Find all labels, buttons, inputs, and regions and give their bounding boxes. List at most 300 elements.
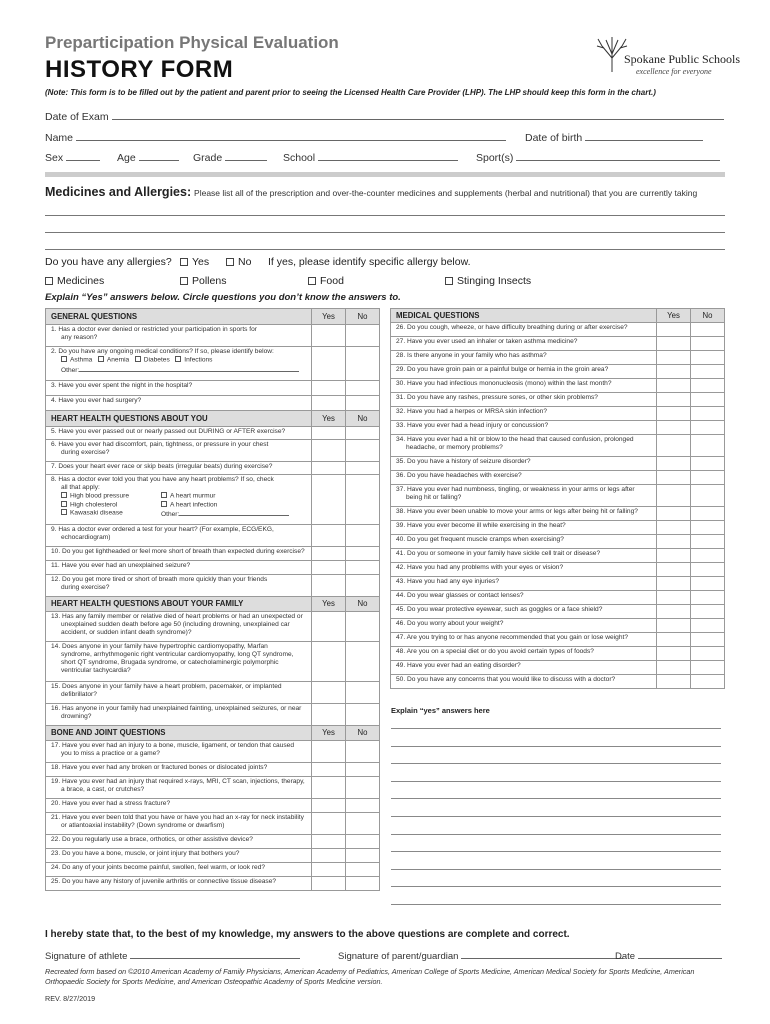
sports-label: Sport(s) <box>476 152 514 164</box>
no-answer-cell[interactable] <box>346 396 380 411</box>
name-field[interactable] <box>76 131 506 141</box>
yes-answer-cell[interactable] <box>312 813 346 835</box>
yes-answer-cell[interactable] <box>657 633 691 647</box>
explain-yes-line[interactable] <box>391 816 721 817</box>
yes-answer-cell[interactable] <box>657 563 691 577</box>
no-answer-cell[interactable] <box>346 763 380 777</box>
yes-answer-cell[interactable] <box>657 351 691 365</box>
no-answer-cell[interactable] <box>346 682 380 704</box>
question-text: 6. Have you ever had discomfort, pain, tightness, or pressure in your chest during exercise? <box>46 440 312 462</box>
option-high-cholesterol[interactable]: High cholesterol <box>61 501 156 510</box>
age-label: Age <box>117 152 136 164</box>
allergy-option-stinging-insects[interactable] <box>445 275 531 287</box>
question-row-45 <box>391 605 725 619</box>
no-answer-cell[interactable] <box>346 835 380 849</box>
option-high-blood-pressure[interactable]: High blood pressure <box>61 492 156 501</box>
medicines-line-2[interactable] <box>45 232 725 233</box>
no-answer-cell[interactable] <box>691 351 725 365</box>
allergy-pollens-label: Pollens <box>192 275 227 287</box>
question-text: 50. Do you have any concerns that you would like to discuss with a doctor? <box>391 675 657 689</box>
section-title: HEART HEALTH QUESTIONS ABOUT YOU <box>46 411 312 427</box>
allergy-medicines-checkbox[interactable] <box>45 277 53 285</box>
section-header-heart-you <box>46 411 380 427</box>
allergies-yes-option[interactable] <box>180 256 209 268</box>
logo-tagline: excellence for everyone <box>636 67 712 76</box>
no-answer-cell[interactable] <box>346 741 380 763</box>
yes-answer-cell[interactable] <box>312 575 346 597</box>
no-answer-cell[interactable] <box>346 642 380 682</box>
question-text: 28. Is there anyone in your family who has asthma? <box>391 351 657 365</box>
no-answer-cell[interactable] <box>346 849 380 863</box>
yes-answer-cell[interactable] <box>657 485 691 507</box>
section-title: BONE AND JOINT QUESTIONS <box>46 726 312 741</box>
medical-questions-table <box>390 308 725 689</box>
date-signature-field[interactable] <box>638 949 722 959</box>
explain-yes-heading: Explain “yes” answers here <box>391 706 490 715</box>
question-text: 20. Have you ever had a stress fracture? <box>46 799 312 813</box>
question-text: 32. Have you had a herpes or MRSA skin infection? <box>391 407 657 421</box>
yes-answer-cell[interactable] <box>312 835 346 849</box>
allergy-option-food[interactable] <box>308 275 344 287</box>
yes-answer-cell[interactable] <box>657 435 691 457</box>
no-answer-cell[interactable] <box>346 427 380 440</box>
question-row-50 <box>391 675 725 689</box>
yes-answer-cell[interactable] <box>312 763 346 777</box>
allergy-option-medicines[interactable] <box>45 275 104 287</box>
school-row <box>283 151 458 164</box>
question-text: 18. Have you ever had any broken or fractured bones or dislocated joints? <box>46 763 312 777</box>
question-text: 12. Do you get more tired or short of breath more quickly than your friends during exercise? <box>46 575 312 597</box>
allergies-no-checkbox[interactable] <box>226 258 234 266</box>
question-row-4 <box>46 396 380 411</box>
question-row-15 <box>46 682 380 704</box>
yes-answer-cell[interactable] <box>312 777 346 799</box>
sex-field[interactable] <box>66 151 100 161</box>
question-text: 11. Have you ever had an unexplained seizure? <box>46 561 312 575</box>
no-answer-cell[interactable] <box>691 591 725 605</box>
other-condition-field[interactable] <box>79 365 299 372</box>
question-text: 1. Has a doctor ever denied or restricted your participation in sports for any reason? <box>46 325 312 347</box>
question-text: 17. Have you ever had an injury to a bone, muscle, ligament, or tendon that caused you to miss a practice or a game? <box>46 741 312 763</box>
no-column-header: No <box>691 309 725 323</box>
yes-column-header: Yes <box>657 309 691 323</box>
yes-column-header: Yes <box>312 597 346 612</box>
no-answer-cell[interactable] <box>346 462 380 475</box>
question-text: 47. Are you trying to or has anyone recommended that you gain or lose weight? <box>391 633 657 647</box>
recreated-notice: Recreated form based on ©2010 American Academy of Family Physicians, American Academy of Pediatrics, American College of Sports Medicine, American Medical Society for Sports Medicine, American Orthopaedic Society for Sports Medicine, and American Osteopathic Academy of Sports Medicine version. <box>45 967 695 986</box>
no-answer-cell[interactable] <box>346 347 380 381</box>
no-answer-cell[interactable] <box>691 379 725 393</box>
allergy-food-label: Food <box>320 275 344 287</box>
yes-answer-cell[interactable] <box>312 877 346 891</box>
no-answer-cell[interactable] <box>346 575 380 597</box>
question-text: 39. Have you ever become ill while exercising in the heat? <box>391 521 657 535</box>
section-header-bone-joint <box>46 726 380 741</box>
form-note: (Note: This form is to be filled out by the patient and parent prior to seeing the Licensed Health Care Provider (LHP). The LHP should keep this form in the chart.) <box>45 88 656 97</box>
question-row-40 <box>391 535 725 549</box>
certification-statement: I hereby state that, to the best of my knowledge, my answers to the above questions are complete and correct. <box>45 929 570 940</box>
allergies-question: Do you have any allergies? <box>45 256 172 268</box>
question-row-18 <box>46 763 380 777</box>
no-answer-cell[interactable] <box>346 799 380 813</box>
no-answer-cell[interactable] <box>346 325 380 347</box>
question-text: 7. Does your heart ever race or skip beats (irregular beats) during exercise? <box>46 462 312 475</box>
question-text: 5. Have you ever passed out or nearly passed out DURING or AFTER exercise? <box>46 427 312 440</box>
question-row-36 <box>391 471 725 485</box>
section-header-general <box>46 309 380 325</box>
school-logo <box>592 32 740 82</box>
yes-answer-cell[interactable] <box>312 849 346 863</box>
date-of-exam-row <box>45 110 724 123</box>
question-text: 14. Does anyone in your family have hypertrophic cardiomyopathy, Marfan syndrome, arrhythmogenic right ventricular cardiomyopathy, long QT syndrome, short QT syndrome, Brugada syndrome, or catecholaminergic polymorphic ventricular tachycardia? <box>46 642 312 682</box>
no-answer-cell[interactable] <box>346 381 380 396</box>
yes-answer-cell[interactable] <box>657 337 691 351</box>
form-title: HISTORY FORM <box>45 56 234 83</box>
allergies-yes-checkbox[interactable] <box>180 258 188 266</box>
date-of-exam-label: Date of Exam <box>45 111 109 123</box>
no-answer-cell[interactable] <box>691 661 725 675</box>
explain-yes-line[interactable] <box>391 798 721 799</box>
question-row-2 <box>46 347 380 381</box>
question-row-7 <box>46 462 380 475</box>
medicines-heading: Medicines and Allergies: <box>45 185 192 199</box>
yes-answer-cell[interactable] <box>312 642 346 682</box>
option-heart-murmur[interactable]: A heart murmur <box>161 492 321 501</box>
question-row-9 <box>46 525 380 547</box>
question-text: 29. Do you have groin pain or a painful bulge or hernia in the groin area? <box>391 365 657 379</box>
no-answer-cell[interactable] <box>691 577 725 591</box>
question-row-30 <box>391 379 725 393</box>
yes-answer-cell[interactable] <box>657 507 691 521</box>
yes-answer-cell[interactable] <box>312 525 346 547</box>
no-answer-cell[interactable] <box>691 393 725 407</box>
section-divider <box>45 172 725 177</box>
question-row-11 <box>46 561 380 575</box>
yes-answer-cell[interactable] <box>657 675 691 689</box>
parent-signature-field[interactable] <box>461 949 623 959</box>
yes-answer-cell[interactable] <box>657 605 691 619</box>
question-row-8 <box>46 475 380 525</box>
explain-yes-line[interactable] <box>391 904 721 905</box>
yes-answer-cell[interactable] <box>657 577 691 591</box>
question-text: 26. Do you cough, wheeze, or have difficulty breathing during or after exercise? <box>391 323 657 337</box>
no-answer-cell[interactable] <box>691 549 725 563</box>
no-answer-cell[interactable] <box>346 612 380 642</box>
question-text: 36. Do you have headaches with exercise? <box>391 471 657 485</box>
yes-answer-cell[interactable] <box>657 471 691 485</box>
question-text: 15. Does anyone in your family have a heart problem, pacemaker, or implanted defibrillator? <box>46 682 312 704</box>
question-row-22 <box>46 835 380 849</box>
yes-answer-cell[interactable] <box>312 561 346 575</box>
form-subtitle: Preparticipation Physical Evaluation <box>45 33 339 52</box>
question-text: 49. Have you ever had an eating disorder? <box>391 661 657 675</box>
no-answer-cell[interactable] <box>691 535 725 549</box>
option-kawasaki-disease[interactable]: Kawasaki disease <box>61 509 156 518</box>
question-row-39 <box>391 521 725 535</box>
explain-yes-line[interactable] <box>391 886 721 887</box>
no-answer-cell[interactable] <box>691 323 725 337</box>
yes-answer-cell[interactable] <box>312 440 346 462</box>
yes-answer-cell[interactable] <box>657 457 691 471</box>
option-anemia[interactable]: Anemia <box>98 356 129 365</box>
yes-answer-cell[interactable] <box>657 365 691 379</box>
yes-answer-cell[interactable] <box>312 547 346 561</box>
yes-answer-cell[interactable] <box>312 427 346 440</box>
yes-answer-cell[interactable] <box>657 323 691 337</box>
yes-answer-cell[interactable] <box>657 591 691 605</box>
no-answer-cell[interactable] <box>691 633 725 647</box>
option-asthma[interactable]: Asthma <box>61 356 92 365</box>
question-row-3 <box>46 381 380 396</box>
yes-answer-cell[interactable] <box>312 682 346 704</box>
yes-answer-cell[interactable] <box>657 647 691 661</box>
question-row-26 <box>391 323 725 337</box>
explain-yes-line[interactable] <box>391 869 721 870</box>
question-row-49 <box>391 661 725 675</box>
no-answer-cell[interactable] <box>691 563 725 577</box>
yes-column-header: Yes <box>312 411 346 427</box>
no-answer-cell[interactable] <box>691 675 725 689</box>
explain-yes-line[interactable] <box>391 851 721 852</box>
section-header-medical <box>391 309 725 323</box>
no-answer-cell[interactable] <box>691 507 725 521</box>
no-answer-cell[interactable] <box>346 525 380 547</box>
yes-answer-cell[interactable] <box>312 396 346 411</box>
no-answer-cell[interactable] <box>346 877 380 891</box>
question-text: 35. Do you have a history of seizure disorder? <box>391 457 657 471</box>
question-text: 23. Do you have a bone, muscle, or joint injury that bothers you? <box>46 849 312 863</box>
yes-answer-cell[interactable] <box>657 379 691 393</box>
yes-answer-cell[interactable] <box>657 661 691 675</box>
date-of-exam-field[interactable] <box>112 110 724 120</box>
no-answer-cell[interactable] <box>691 605 725 619</box>
date-of-birth-field[interactable] <box>585 131 703 141</box>
question-text: 4. Have you ever had surgery? <box>46 396 312 411</box>
question-text: 48. Are you on a special diet or do you avoid certain types of foods? <box>391 647 657 661</box>
sex-label: Sex <box>45 152 64 164</box>
explain-instructions: Explain “Yes” answers below. Circle questions you don’t know the answers to. <box>45 292 401 303</box>
question-text: 38. Have you ever been unable to move your arms or legs after being hit or falling? <box>391 507 657 521</box>
no-answer-cell[interactable] <box>346 561 380 575</box>
age-field[interactable] <box>139 151 179 161</box>
question-row-1 <box>46 325 380 347</box>
yes-answer-cell[interactable] <box>657 521 691 535</box>
left-questions-table <box>45 308 380 891</box>
explain-yes-line[interactable] <box>391 763 721 764</box>
option-heart-infection[interactable]: A heart infection <box>161 501 321 510</box>
question-row-19 <box>46 777 380 799</box>
question-row-35 <box>391 457 725 471</box>
question-row-16 <box>46 704 380 726</box>
no-column-header: No <box>346 726 380 741</box>
yes-answer-cell[interactable] <box>657 535 691 549</box>
allergies-no-option[interactable] <box>226 256 251 268</box>
question-row-23 <box>46 849 380 863</box>
yes-answer-cell[interactable] <box>312 612 346 642</box>
yes-answer-cell[interactable] <box>312 325 346 347</box>
question-text: 45. Do you wear protective eyewear, such as goggles or a face shield? <box>391 605 657 619</box>
question-row-20 <box>46 799 380 813</box>
parent-signature-row <box>338 949 623 962</box>
allergy-stinging-insects-checkbox[interactable] <box>445 277 453 285</box>
question-row-29 <box>391 365 725 379</box>
question-text: 40. Do you get frequent muscle cramps when exercising? <box>391 535 657 549</box>
date-of-birth-row <box>525 131 703 144</box>
sports-row <box>476 151 720 164</box>
no-answer-cell[interactable] <box>346 475 380 525</box>
question-row-38 <box>391 507 725 521</box>
no-answer-cell[interactable] <box>691 471 725 485</box>
no-answer-cell[interactable] <box>346 547 380 561</box>
parent-signature-label: Signature of parent/guardian <box>338 951 459 962</box>
question-text: 43. Have you had any eye injuries? <box>391 577 657 591</box>
question-row-37 <box>391 485 725 507</box>
question-row-28 <box>391 351 725 365</box>
question-text: 31. Do you have any rashes, pressure sores, or other skin problems? <box>391 393 657 407</box>
question-row-46 <box>391 619 725 633</box>
medicines-line-3[interactable] <box>45 249 725 250</box>
name-label: Name <box>45 132 74 144</box>
question-text: 34. Have you ever had a hit or blow to the head that caused confusion, prolonged headache, or memory problems? <box>391 435 657 457</box>
no-answer-cell[interactable] <box>346 777 380 799</box>
sports-field[interactable] <box>516 151 720 161</box>
medicines-heading-row <box>45 185 697 199</box>
no-column-header: No <box>346 411 380 427</box>
question-row-25 <box>46 877 380 891</box>
yes-answer-cell[interactable] <box>312 741 346 763</box>
question-row-14 <box>46 642 380 682</box>
logo-text: Spokane Public Schools <box>624 52 740 66</box>
question-text: 30. Have you had infectious mononucleosis (mono) within the last month? <box>391 379 657 393</box>
yes-answer-cell[interactable] <box>657 549 691 563</box>
question-text: 16. Has anyone in your family had unexplained fainting, unexplained seizures, or near drowning? <box>46 704 312 726</box>
question-row-42 <box>391 563 725 577</box>
yes-answer-cell[interactable] <box>312 863 346 877</box>
yes-column-header: Yes <box>312 726 346 741</box>
athlete-signature-label: Signature of athlete <box>45 951 128 962</box>
question-row-44 <box>391 591 725 605</box>
allergies-yes-label: Yes <box>192 256 210 268</box>
question-text: 44. Do you wear glasses or contact lenses? <box>391 591 657 605</box>
option-diabetes[interactable]: Diabetes <box>135 356 170 365</box>
date-of-birth-label: Date of birth <box>525 132 583 144</box>
other-heart-field[interactable] <box>179 509 289 516</box>
section-title: GENERAL QUESTIONS <box>46 309 312 325</box>
allergy-food-checkbox[interactable] <box>308 277 316 285</box>
athlete-signature-field[interactable] <box>130 949 300 959</box>
question-row-27 <box>391 337 725 351</box>
signature-row <box>45 949 300 962</box>
question-text: 2. Do you have any ongoing medical conditions? If so, please identify below: Asthma Anemia Diabetes Infections Other: <box>46 347 312 381</box>
no-answer-cell[interactable] <box>691 647 725 661</box>
question-row-41 <box>391 549 725 563</box>
question-text: 21. Have you ever been told that you have or have you had an x-ray for neck instability or atlantoaxial instability? (Down syndrome or dwarfism) <box>46 813 312 835</box>
allergies-identify: If yes, please identify specific allergy below. <box>268 256 471 268</box>
yes-answer-cell[interactable] <box>312 347 346 381</box>
question-text: 8. Has a doctor ever told you that you have any heart problems? If so, check all that apply: High blood pressure High cholesterol Kawasaki disease A heart murmur A heart infection Other: <box>46 475 312 525</box>
yes-answer-cell[interactable] <box>312 799 346 813</box>
no-answer-cell[interactable] <box>691 457 725 471</box>
question-row-43 <box>391 577 725 591</box>
question-text: 10. Do you get lightheaded or feel more short of breath than expected during exercise? <box>46 547 312 561</box>
question-row-48 <box>391 647 725 661</box>
yes-answer-cell[interactable] <box>312 704 346 726</box>
question-text: 24. Do any of your joints become painful, swollen, feel warm, or look red? <box>46 863 312 877</box>
yes-answer-cell[interactable] <box>657 421 691 435</box>
yes-answer-cell[interactable] <box>657 407 691 421</box>
allergy-option-pollens[interactable] <box>180 275 226 287</box>
yes-answer-cell[interactable] <box>657 393 691 407</box>
explain-yes-line[interactable] <box>391 781 721 782</box>
section-title: HEART HEALTH QUESTIONS ABOUT YOUR FAMILY <box>46 597 312 612</box>
age-row <box>117 151 179 164</box>
allergies-no-label: No <box>238 256 252 268</box>
yes-answer-cell[interactable] <box>312 462 346 475</box>
allergy-medicines-label: Medicines <box>57 275 105 287</box>
explain-yes-line[interactable] <box>391 746 721 747</box>
no-answer-cell[interactable] <box>346 813 380 835</box>
question-text: 37. Have you ever had numbness, tingling, or weakness in your arms or legs after being hit or falling? <box>391 485 657 507</box>
no-answer-cell[interactable] <box>691 421 725 435</box>
yes-column-header: Yes <box>312 309 346 325</box>
section-header-heart-family <box>46 597 380 612</box>
no-answer-cell[interactable] <box>346 704 380 726</box>
yes-answer-cell[interactable] <box>657 619 691 633</box>
question-text: 25. Do you have any history of juvenile arthritis or connective tissue disease? <box>46 877 312 891</box>
question-row-24 <box>46 863 380 877</box>
grade-field[interactable] <box>225 151 267 161</box>
no-answer-cell[interactable] <box>691 485 725 507</box>
question-text: 46. Do you worry about your weight? <box>391 619 657 633</box>
no-answer-cell[interactable] <box>691 365 725 379</box>
question-text: 41. Do you or someone in your family have sickle cell trait or disease? <box>391 549 657 563</box>
no-answer-cell[interactable] <box>691 435 725 457</box>
question-text: 22. Do you regularly use a brace, orthotics, or other assistive device? <box>46 835 312 849</box>
question-row-6 <box>46 440 380 462</box>
school-field[interactable] <box>318 151 458 161</box>
medicines-line-1[interactable] <box>45 215 725 216</box>
question-row-13 <box>46 612 380 642</box>
question-row-31 <box>391 393 725 407</box>
question-row-12 <box>46 575 380 597</box>
question-row-47 <box>391 633 725 647</box>
question-row-34 <box>391 435 725 457</box>
explain-yes-line[interactable] <box>391 728 721 729</box>
question-text: 27. Have you ever used an inhaler or taken asthma medicine? <box>391 337 657 351</box>
no-column-header: No <box>346 597 380 612</box>
date-signature-label: Date <box>615 951 636 962</box>
no-answer-cell[interactable] <box>691 407 725 421</box>
option-infections[interactable]: Infections <box>175 356 212 365</box>
grade-label: Grade <box>193 152 223 164</box>
question-row-10 <box>46 547 380 561</box>
no-answer-cell[interactable] <box>691 521 725 535</box>
question-text: 42. Have you had any problems with your eyes or vision? <box>391 563 657 577</box>
no-answer-cell[interactable] <box>346 863 380 877</box>
no-answer-cell[interactable] <box>346 440 380 462</box>
yes-answer-cell[interactable] <box>312 381 346 396</box>
question-text: 19. Have you ever had an injury that required x-rays, MRI, CT scan, injections, therapy, a brace, a cast, or crutches? <box>46 777 312 799</box>
allergy-pollens-checkbox[interactable] <box>180 277 188 285</box>
name-row <box>45 131 506 144</box>
no-answer-cell[interactable] <box>691 619 725 633</box>
section-title: MEDICAL QUESTIONS <box>391 309 657 323</box>
explain-yes-line[interactable] <box>391 834 721 835</box>
sex-row <box>45 151 100 164</box>
grade-row <box>193 151 267 164</box>
no-answer-cell[interactable] <box>691 337 725 351</box>
question-text: 13. Has any family member or relative died of heart problems or had an unexpected or unexplained sudden death before age 50 (including drowning, unexplained car accident, or sudden infant death syndrome)? <box>46 612 312 642</box>
